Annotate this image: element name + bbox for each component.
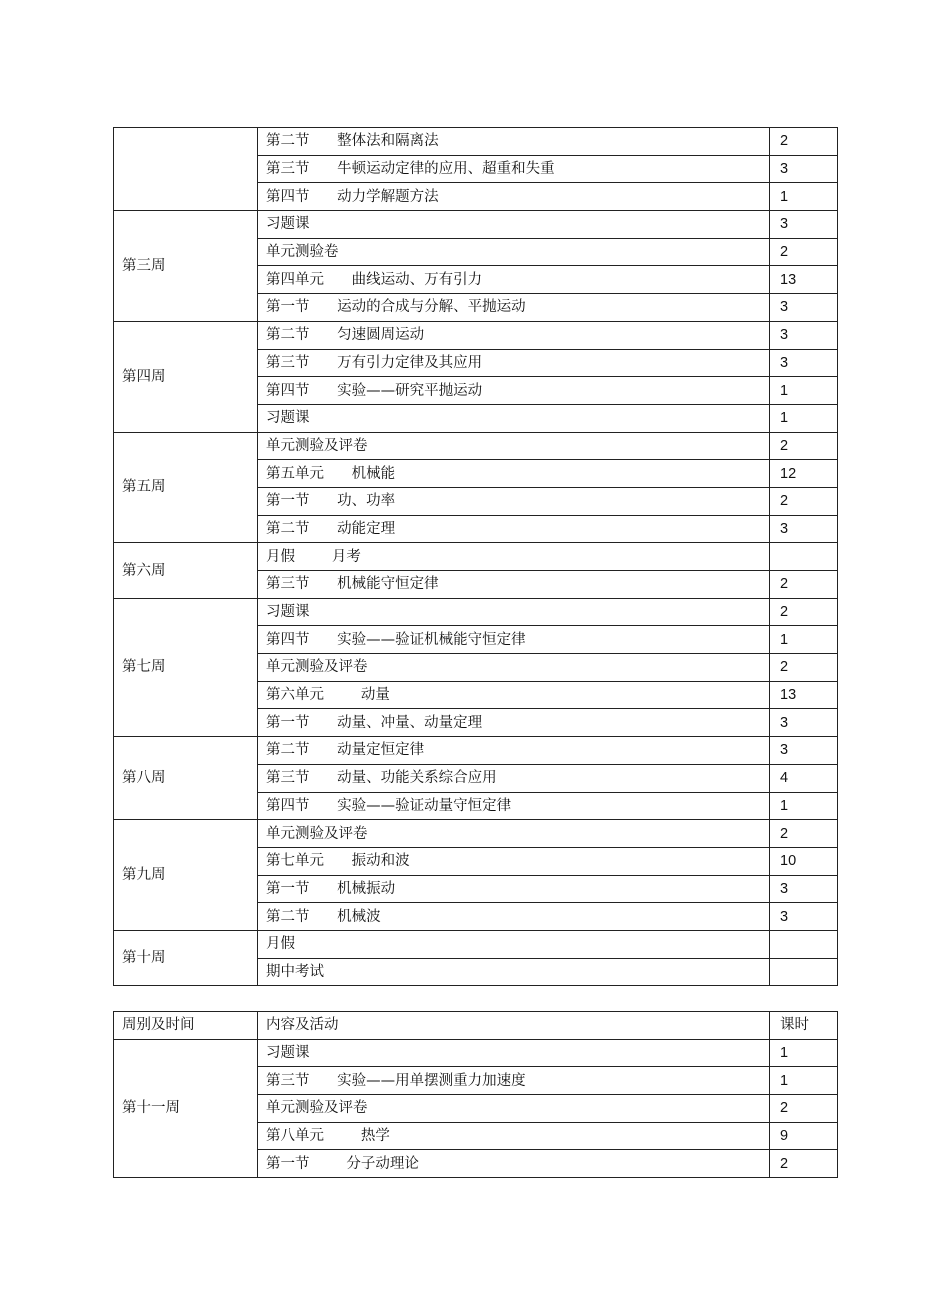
week-cell: 第五周 bbox=[114, 432, 258, 543]
content-cell: 单元测验及评卷 bbox=[258, 654, 770, 682]
content-cell: 第四节 实验——研究平抛运动 bbox=[258, 377, 770, 405]
content-cell: 第一节 功、功率 bbox=[258, 487, 770, 515]
hours-cell: 4 bbox=[770, 764, 838, 792]
hours-cell: 2 bbox=[770, 598, 838, 626]
hours-cell: 3 bbox=[770, 211, 838, 239]
hours-cell: 2 bbox=[770, 820, 838, 848]
week-cell: 第七周 bbox=[114, 598, 258, 736]
table-row bbox=[114, 543, 838, 571]
hours-cell: 3 bbox=[770, 349, 838, 377]
content-cell: 第一节 机械振动 bbox=[258, 875, 770, 903]
table-row bbox=[114, 737, 838, 765]
hours-cell: 10 bbox=[770, 847, 838, 875]
hours-cell: 3 bbox=[770, 903, 838, 931]
hours-cell: 9 bbox=[770, 1122, 838, 1150]
hours-cell: 1 bbox=[770, 1067, 838, 1095]
hours-cell bbox=[770, 958, 838, 986]
hours-cell: 3 bbox=[770, 515, 838, 543]
table-header-row bbox=[114, 1012, 838, 1040]
hours-cell: 3 bbox=[770, 875, 838, 903]
content-cell: 第五单元 机械能 bbox=[258, 460, 770, 488]
content-cell: 第一节 动量、冲量、动量定理 bbox=[258, 709, 770, 737]
content-cell: 第三节 牛顿运动定律的应用、超重和失重 bbox=[258, 155, 770, 183]
content-cell: 第四节 实验——验证动量守恒定律 bbox=[258, 792, 770, 820]
content-cell: 第四节 实验——验证机械能守恒定律 bbox=[258, 626, 770, 654]
hours-cell: 3 bbox=[770, 294, 838, 322]
hours-cell: 2 bbox=[770, 487, 838, 515]
content-cell: 习题课 bbox=[258, 211, 770, 239]
header-content: 内容及活动 bbox=[258, 1012, 770, 1040]
content-cell: 第一节 分子动理论 bbox=[258, 1150, 770, 1178]
content-cell: 第三节 动量、功能关系综合应用 bbox=[258, 764, 770, 792]
hours-cell: 13 bbox=[770, 266, 838, 294]
content-cell: 第一节 运动的合成与分解、平抛运动 bbox=[258, 294, 770, 322]
hours-cell: 2 bbox=[770, 432, 838, 460]
content-cell: 习题课 bbox=[258, 404, 770, 432]
hours-cell: 1 bbox=[770, 377, 838, 405]
content-cell: 第七单元 振动和波 bbox=[258, 847, 770, 875]
content-cell: 月假 月考 bbox=[258, 543, 770, 571]
content-cell: 期中考试 bbox=[258, 958, 770, 986]
hours-cell: 3 bbox=[770, 155, 838, 183]
content-cell: 第三节 万有引力定律及其应用 bbox=[258, 349, 770, 377]
hours-cell: 2 bbox=[770, 1095, 838, 1123]
hours-cell: 13 bbox=[770, 681, 838, 709]
table-row bbox=[114, 432, 838, 460]
week-cell: 第十一周 bbox=[114, 1039, 258, 1177]
schedule-table bbox=[113, 1011, 838, 1178]
hours-cell bbox=[770, 543, 838, 571]
hours-cell: 12 bbox=[770, 460, 838, 488]
content-cell: 习题课 bbox=[258, 1039, 770, 1067]
content-cell: 第四单元 曲线运动、万有引力 bbox=[258, 266, 770, 294]
content-cell: 单元测验卷 bbox=[258, 238, 770, 266]
content-cell: 第二节 动量定恒定律 bbox=[258, 737, 770, 765]
table-row bbox=[114, 128, 838, 156]
hours-cell: 3 bbox=[770, 737, 838, 765]
content-cell: 第二节 动能定理 bbox=[258, 515, 770, 543]
hours-cell: 1 bbox=[770, 626, 838, 654]
hours-cell: 2 bbox=[770, 654, 838, 682]
week-cell: 第六周 bbox=[114, 543, 258, 598]
hours-cell: 1 bbox=[770, 183, 838, 211]
table-row bbox=[114, 321, 838, 349]
header-hours: 课时 bbox=[770, 1012, 838, 1040]
content-cell: 第二节 机械波 bbox=[258, 903, 770, 931]
week-cell bbox=[114, 128, 258, 211]
week-cell: 第九周 bbox=[114, 820, 258, 931]
hours-cell: 3 bbox=[770, 321, 838, 349]
content-cell: 第三节 实验——用单摆测重力加速度 bbox=[258, 1067, 770, 1095]
content-cell: 月假 bbox=[258, 930, 770, 958]
content-cell: 单元测验及评卷 bbox=[258, 1095, 770, 1123]
content-cell: 单元测验及评卷 bbox=[258, 820, 770, 848]
table-row bbox=[114, 930, 838, 958]
schedule-table-continued bbox=[113, 127, 838, 986]
hours-cell: 2 bbox=[770, 128, 838, 156]
table-row bbox=[114, 598, 838, 626]
content-cell: 第三节 机械能守恒定律 bbox=[258, 571, 770, 599]
week-cell: 第八周 bbox=[114, 737, 258, 820]
content-cell: 习题课 bbox=[258, 598, 770, 626]
content-cell: 第二节 整体法和隔离法 bbox=[258, 128, 770, 156]
table-row bbox=[114, 1039, 838, 1067]
table-row bbox=[114, 820, 838, 848]
content-cell: 第二节 匀速圆周运动 bbox=[258, 321, 770, 349]
hours-cell: 2 bbox=[770, 571, 838, 599]
week-cell: 第四周 bbox=[114, 321, 258, 432]
hours-cell: 3 bbox=[770, 709, 838, 737]
content-cell: 第四节 动力学解题方法 bbox=[258, 183, 770, 211]
hours-cell: 2 bbox=[770, 1150, 838, 1178]
table-row bbox=[114, 211, 838, 239]
content-cell: 第八单元 热学 bbox=[258, 1122, 770, 1150]
content-cell: 第六单元 动量 bbox=[258, 681, 770, 709]
content-cell: 单元测验及评卷 bbox=[258, 432, 770, 460]
week-cell: 第十周 bbox=[114, 930, 258, 985]
hours-cell: 1 bbox=[770, 1039, 838, 1067]
hours-cell: 2 bbox=[770, 238, 838, 266]
hours-cell: 1 bbox=[770, 404, 838, 432]
hours-cell bbox=[770, 930, 838, 958]
week-cell: 第三周 bbox=[114, 211, 258, 322]
header-week: 周别及时间 bbox=[114, 1012, 258, 1040]
hours-cell: 1 bbox=[770, 792, 838, 820]
